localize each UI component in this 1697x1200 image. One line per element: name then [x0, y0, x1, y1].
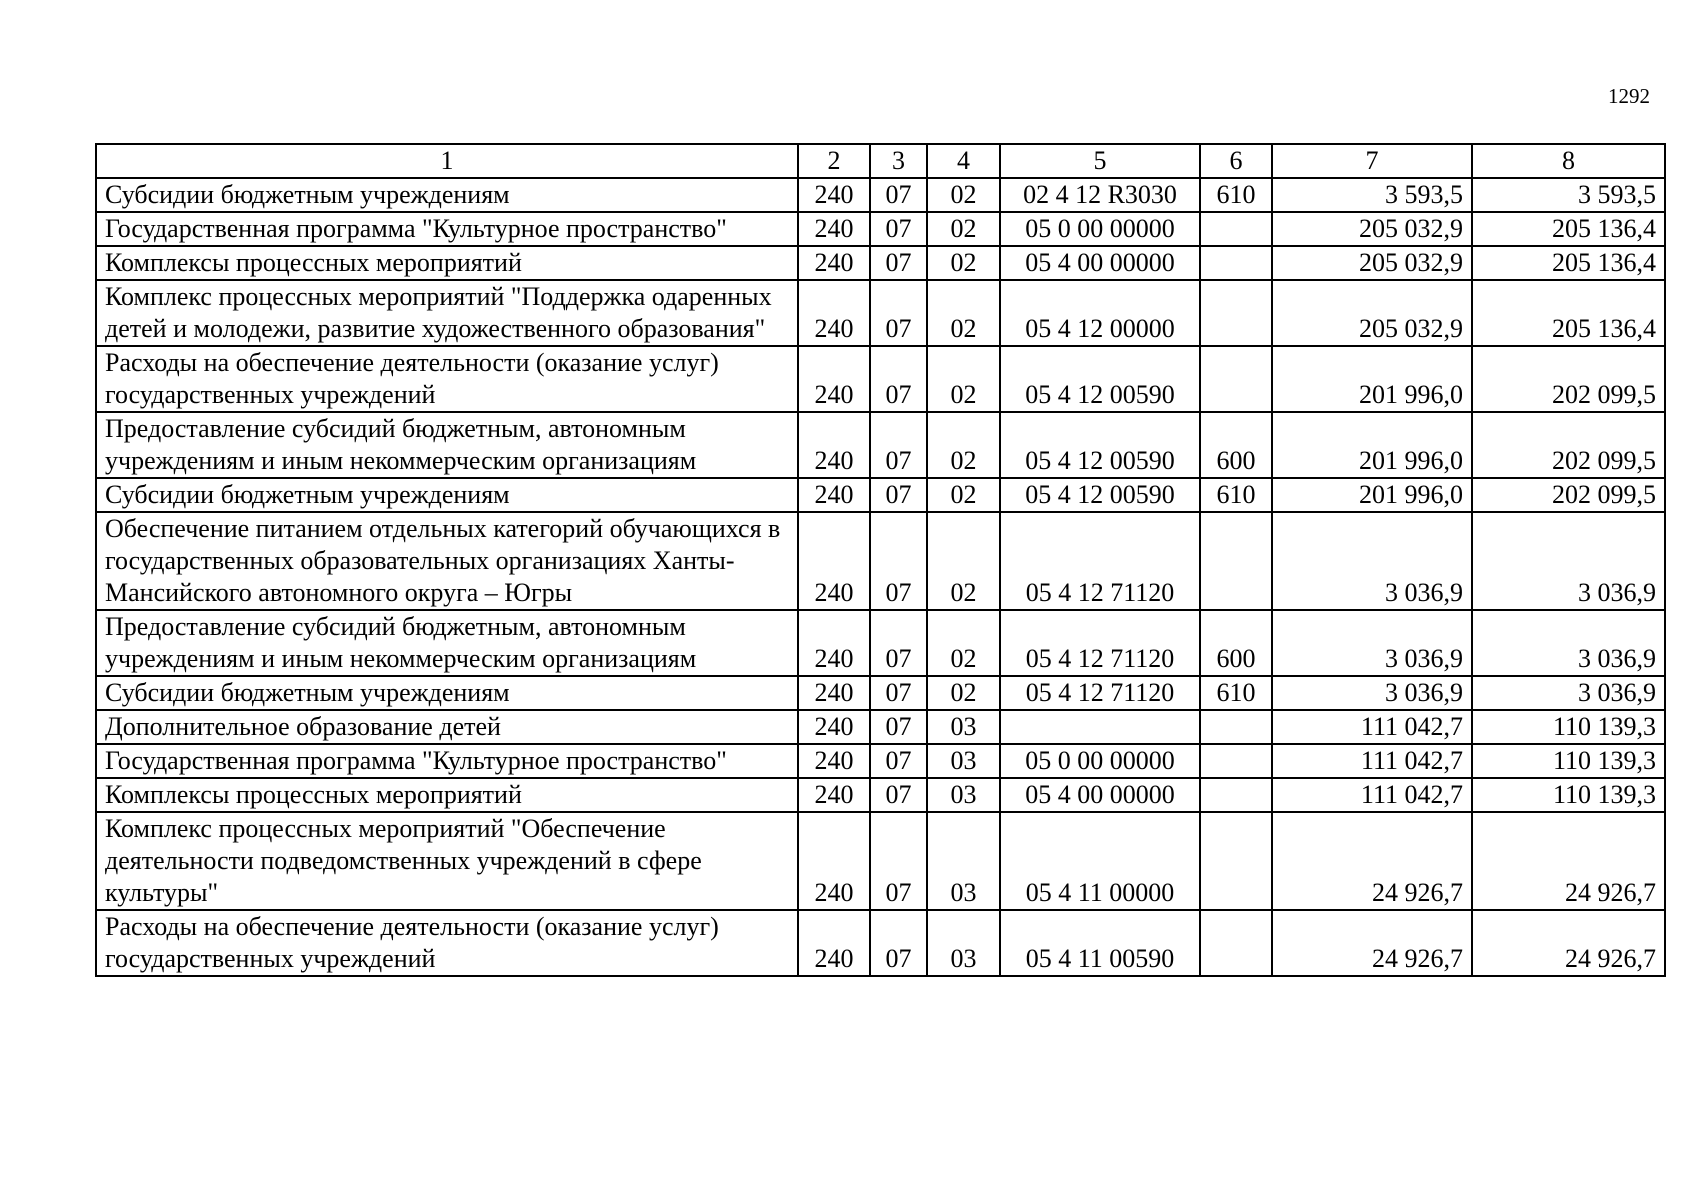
cell-row-name: Предоставление субсидий бюджетным, автономным учреждениям и иным некоммерческим организациям — [96, 610, 798, 676]
table-header-row — [96, 144, 1665, 178]
table-row — [96, 478, 1665, 512]
cell-subsection-code: 02 — [927, 280, 1000, 346]
cell-target-article: 05 0 00 00000 — [1000, 744, 1200, 778]
cell-admin-code: 240 — [798, 676, 870, 710]
cell-subsection-code: 02 — [927, 212, 1000, 246]
cell-expense-type: 610 — [1200, 478, 1272, 512]
cell-admin-code: 240 — [798, 246, 870, 280]
cell-admin-code: 240 — [798, 478, 870, 512]
cell-section-code: 07 — [870, 676, 927, 710]
cell-expense-type — [1200, 212, 1272, 246]
cell-row-name: Комплекс процессных мероприятий "Поддержка одаренных детей и молодежи, развитие художественного образования" — [96, 280, 798, 346]
cell-admin-code: 240 — [798, 710, 870, 744]
cell-amount-year-1: 3 036,9 — [1272, 676, 1472, 710]
cell-subsection-code: 02 — [927, 178, 1000, 212]
cell-subsection-code: 02 — [927, 246, 1000, 280]
cell-expense-type: 600 — [1200, 412, 1272, 478]
column-header-4: 4 — [927, 144, 1000, 178]
budget-table — [95, 143, 1666, 977]
cell-target-article: 05 4 11 00000 — [1000, 812, 1200, 910]
cell-amount-year-2: 205 136,4 — [1472, 246, 1665, 280]
cell-amount-year-1: 111 042,7 — [1272, 710, 1472, 744]
cell-target-article: 05 4 12 71120 — [1000, 610, 1200, 676]
cell-admin-code: 240 — [798, 744, 870, 778]
table-row — [96, 744, 1665, 778]
cell-amount-year-2: 205 136,4 — [1472, 280, 1665, 346]
table-row — [96, 212, 1665, 246]
cell-target-article: 05 4 11 00590 — [1000, 910, 1200, 976]
cell-subsection-code: 02 — [927, 610, 1000, 676]
cell-amount-year-2: 24 926,7 — [1472, 910, 1665, 976]
cell-admin-code: 240 — [798, 212, 870, 246]
cell-target-article: 05 4 12 00590 — [1000, 346, 1200, 412]
cell-row-name: Субсидии бюджетным учреждениям — [96, 478, 798, 512]
cell-expense-type — [1200, 778, 1272, 812]
cell-admin-code: 240 — [798, 778, 870, 812]
cell-target-article: 05 0 00 00000 — [1000, 212, 1200, 246]
cell-amount-year-1: 201 996,0 — [1272, 412, 1472, 478]
cell-section-code: 07 — [870, 478, 927, 512]
cell-row-name: Комплексы процессных мероприятий — [96, 246, 798, 280]
cell-subsection-code: 03 — [927, 910, 1000, 976]
cell-admin-code: 240 — [798, 812, 870, 910]
cell-amount-year-1: 205 032,9 — [1272, 212, 1472, 246]
cell-section-code: 07 — [870, 744, 927, 778]
cell-expense-type: 610 — [1200, 676, 1272, 710]
cell-admin-code: 240 — [798, 178, 870, 212]
cell-expense-type — [1200, 346, 1272, 412]
column-header-8: 8 — [1472, 144, 1665, 178]
cell-target-article — [1000, 710, 1200, 744]
cell-subsection-code: 03 — [927, 744, 1000, 778]
cell-expense-type: 610 — [1200, 178, 1272, 212]
cell-subsection-code: 03 — [927, 778, 1000, 812]
table-row — [96, 512, 1665, 610]
cell-amount-year-2: 3 036,9 — [1472, 512, 1665, 610]
cell-admin-code: 240 — [798, 280, 870, 346]
cell-amount-year-2: 202 099,5 — [1472, 346, 1665, 412]
table-row — [96, 346, 1665, 412]
cell-target-article: 05 4 00 00000 — [1000, 778, 1200, 812]
cell-amount-year-1: 24 926,7 — [1272, 812, 1472, 910]
cell-amount-year-1: 111 042,7 — [1272, 744, 1472, 778]
cell-expense-type — [1200, 280, 1272, 346]
cell-target-article: 05 4 12 71120 — [1000, 512, 1200, 610]
cell-amount-year-1: 111 042,7 — [1272, 778, 1472, 812]
column-header-3: 3 — [870, 144, 927, 178]
cell-expense-type — [1200, 246, 1272, 280]
column-header-1: 1 — [96, 144, 798, 178]
cell-subsection-code: 02 — [927, 512, 1000, 610]
table-row — [96, 710, 1665, 744]
cell-section-code: 07 — [870, 812, 927, 910]
cell-admin-code: 240 — [798, 412, 870, 478]
column-header-5: 5 — [1000, 144, 1200, 178]
column-header-2: 2 — [798, 144, 870, 178]
cell-amount-year-2: 110 139,3 — [1472, 778, 1665, 812]
cell-amount-year-1: 3 036,9 — [1272, 512, 1472, 610]
cell-amount-year-2: 202 099,5 — [1472, 412, 1665, 478]
cell-admin-code: 240 — [798, 610, 870, 676]
cell-row-name: Субсидии бюджетным учреждениям — [96, 676, 798, 710]
cell-amount-year-2: 110 139,3 — [1472, 710, 1665, 744]
cell-row-name: Комплекс процессных мероприятий "Обеспечение деятельности подведомственных учреждений в сфере культуры" — [96, 812, 798, 910]
cell-amount-year-2: 3 593,5 — [1472, 178, 1665, 212]
cell-section-code: 07 — [870, 212, 927, 246]
cell-subsection-code: 03 — [927, 710, 1000, 744]
cell-section-code: 07 — [870, 346, 927, 412]
table-row — [96, 280, 1665, 346]
cell-section-code: 07 — [870, 610, 927, 676]
cell-admin-code: 240 — [798, 910, 870, 976]
cell-row-name: Обеспечение питанием отдельных категорий обучающихся в государственных образовательных организациях Ханты-Мансийского автономного округа – Югры — [96, 512, 798, 610]
cell-amount-year-1: 205 032,9 — [1272, 246, 1472, 280]
cell-expense-type — [1200, 812, 1272, 910]
cell-subsection-code: 02 — [927, 478, 1000, 512]
cell-amount-year-2: 3 036,9 — [1472, 610, 1665, 676]
cell-amount-year-1: 3 593,5 — [1272, 178, 1472, 212]
cell-subsection-code: 02 — [927, 676, 1000, 710]
cell-amount-year-2: 3 036,9 — [1472, 676, 1665, 710]
cell-row-name: Государственная программа "Культурное пространство" — [96, 744, 798, 778]
cell-target-article: 05 4 12 71120 — [1000, 676, 1200, 710]
table-row — [96, 610, 1665, 676]
cell-row-name: Субсидии бюджетным учреждениям — [96, 178, 798, 212]
cell-expense-type: 600 — [1200, 610, 1272, 676]
cell-row-name: Расходы на обеспечение деятельности (оказание услуг) государственных учреждений — [96, 910, 798, 976]
cell-expense-type — [1200, 512, 1272, 610]
cell-amount-year-2: 24 926,7 — [1472, 812, 1665, 910]
page-number: 1292 — [1608, 84, 1650, 108]
cell-amount-year-2: 110 139,3 — [1472, 744, 1665, 778]
cell-target-article: 05 4 12 00590 — [1000, 478, 1200, 512]
table-row — [96, 178, 1665, 212]
cell-section-code: 07 — [870, 178, 927, 212]
cell-amount-year-1: 24 926,7 — [1272, 910, 1472, 976]
cell-section-code: 07 — [870, 412, 927, 478]
cell-row-name: Комплексы процессных мероприятий — [96, 778, 798, 812]
cell-amount-year-2: 202 099,5 — [1472, 478, 1665, 512]
column-header-7: 7 — [1272, 144, 1472, 178]
cell-target-article: 05 4 12 00000 — [1000, 280, 1200, 346]
table-row — [96, 812, 1665, 910]
cell-admin-code: 240 — [798, 346, 870, 412]
cell-subsection-code: 02 — [927, 346, 1000, 412]
cell-section-code: 07 — [870, 778, 927, 812]
table-body — [96, 178, 1665, 976]
cell-section-code: 07 — [870, 512, 927, 610]
table-row — [96, 676, 1665, 710]
table-row — [96, 412, 1665, 478]
cell-subsection-code: 03 — [927, 812, 1000, 910]
cell-subsection-code: 02 — [927, 412, 1000, 478]
table-row — [96, 910, 1665, 976]
cell-section-code: 07 — [870, 280, 927, 346]
cell-expense-type — [1200, 910, 1272, 976]
cell-admin-code: 240 — [798, 512, 870, 610]
cell-section-code: 07 — [870, 910, 927, 976]
cell-target-article: 05 4 12 00590 — [1000, 412, 1200, 478]
cell-section-code: 07 — [870, 246, 927, 280]
cell-amount-year-1: 201 996,0 — [1272, 478, 1472, 512]
column-header-6: 6 — [1200, 144, 1272, 178]
cell-target-article: 02 4 12 R3030 — [1000, 178, 1200, 212]
cell-expense-type — [1200, 744, 1272, 778]
table-row — [96, 246, 1665, 280]
cell-amount-year-2: 205 136,4 — [1472, 212, 1665, 246]
cell-section-code: 07 — [870, 710, 927, 744]
cell-amount-year-1: 205 032,9 — [1272, 280, 1472, 346]
cell-target-article: 05 4 00 00000 — [1000, 246, 1200, 280]
cell-expense-type — [1200, 710, 1272, 744]
table-row — [96, 778, 1665, 812]
cell-amount-year-1: 201 996,0 — [1272, 346, 1472, 412]
cell-amount-year-1: 3 036,9 — [1272, 610, 1472, 676]
cell-row-name: Государственная программа "Культурное пространство" — [96, 212, 798, 246]
cell-row-name: Расходы на обеспечение деятельности (оказание услуг) государственных учреждений — [96, 346, 798, 412]
cell-row-name: Дополнительное образование детей — [96, 710, 798, 744]
cell-row-name: Предоставление субсидий бюджетным, автономным учреждениям и иным некоммерческим организациям — [96, 412, 798, 478]
